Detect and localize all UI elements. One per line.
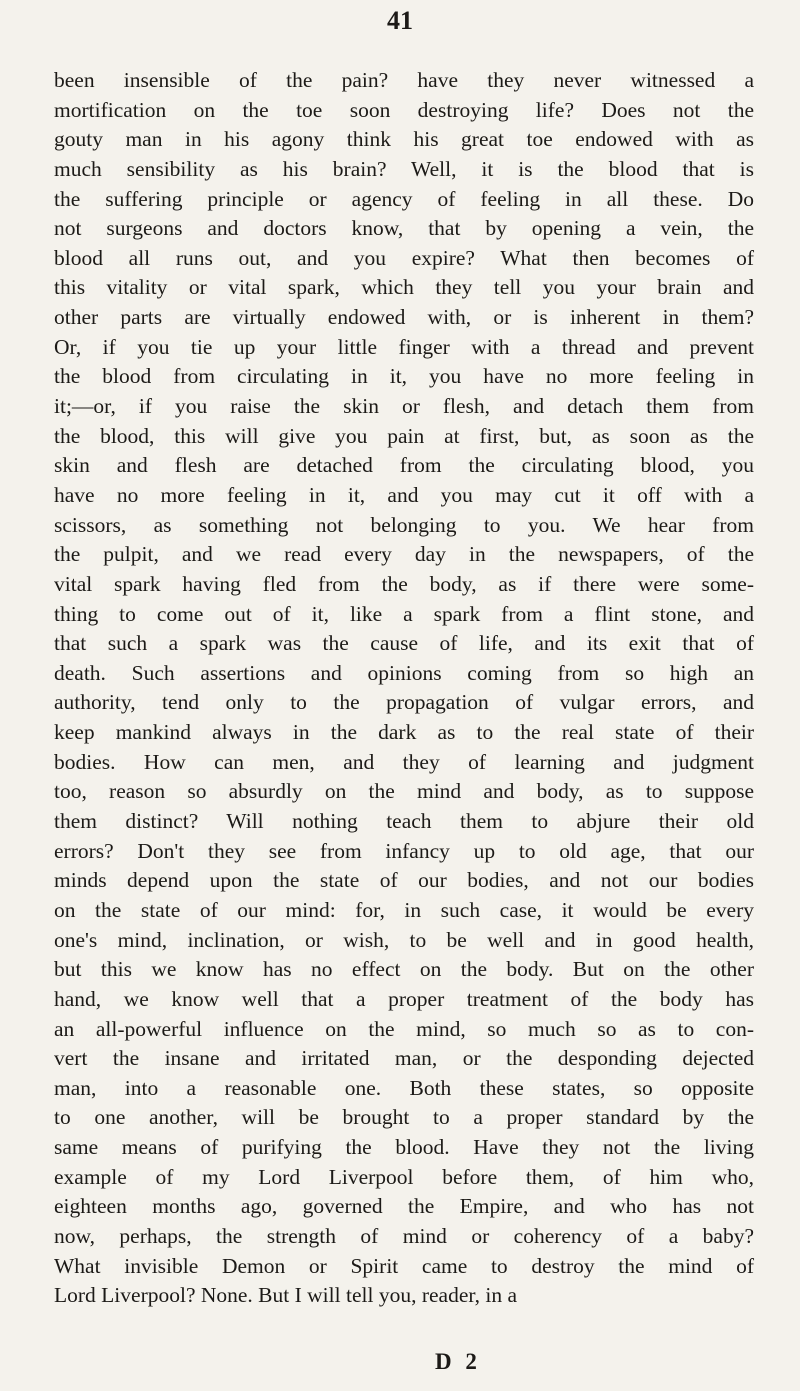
text-line: to one another, will be brought to a proper standard by the	[54, 1105, 754, 1130]
text-line: authority, tend only to the propagation of vulgar errors, and	[54, 690, 754, 715]
text-line: the blood from circulating in it, you have no more feeling in	[54, 364, 754, 389]
text-line: much sensibility as his brain? Well, it is the blood that is	[54, 156, 754, 181]
text-line: have no more feeling in it, and you may cut it off with a	[54, 482, 754, 507]
text-line: the blood, this will give you pain at first, but, as soon as the	[54, 423, 754, 448]
text-line: vital spark having fled from the body, as if there were some-	[54, 571, 754, 596]
body-text	[54, 66, 754, 1311]
text-line: one's mind, inclination, or wish, to be well and in good health,	[54, 927, 754, 952]
text-line: the suffering principle or agency of feeling in all these. Do	[54, 186, 754, 211]
text-line: vert the insane and irritated man, or the desponding dejected	[54, 1046, 754, 1071]
text-line: too, reason so absurdly on the mind and body, as to suppose	[54, 779, 754, 804]
text-line: blood all runs out, and you expire? What then becomes of	[54, 245, 754, 270]
text-line: gouty man in his agony think his great toe endowed with as	[54, 127, 754, 152]
text-line: that such a spark was the cause of life, and its exit that of	[54, 631, 754, 656]
text-line: the pulpit, and we read every day in the newspapers, of the	[54, 542, 754, 567]
text-line: hand, we know well that a proper treatment of the body has	[54, 986, 754, 1011]
text-line: not surgeons and doctors know, that by opening a vein, the	[54, 216, 754, 241]
text-line: been insensible of the pain? have they never witnessed a	[54, 68, 754, 92]
text-line: this vitality or vital spark, which they tell you your brain and	[54, 275, 754, 300]
text-line: an all-powerful influence on the mind, so much so as to con-	[54, 1016, 754, 1041]
text-line: thing to come out of it, like a spark from a flint stone, and	[54, 601, 754, 626]
text-line: same means of purifying the blood. Have they not the living	[54, 1135, 754, 1160]
text-line: keep mankind always in the dark as to the real state of their	[54, 720, 754, 745]
text-line: minds depend upon the state of our bodies, and not our bodies	[54, 868, 754, 893]
text-line: scissors, as something not belonging to you. We hear from	[54, 512, 754, 537]
text-line: errors? Don't they see from infancy up to old age, that our	[54, 838, 754, 863]
text-line: but this we know has no effect on the body. But on the other	[54, 957, 754, 982]
text-line: Or, if you tie up your little finger with a thread and prevent	[54, 334, 754, 359]
text-line: example of my Lord Liverpool before them, of him who,	[54, 1164, 754, 1189]
text-line: death. Such assertions and opinions coming from so high an	[54, 660, 754, 685]
text-line: Lord Liverpool? None. But I will tell you, reader, in a	[54, 1283, 518, 1308]
page-number: 41	[387, 6, 413, 35]
text-line: them distinct? Will nothing teach them to abjure their old	[54, 809, 754, 834]
text-line: mortification on the toe soon destroying life? Does not the	[54, 97, 754, 122]
text-line: now, perhaps, the strength of mind or coherency of a baby?	[54, 1223, 754, 1248]
text-line: on the state of our mind: for, in such case, it would be every	[54, 897, 754, 922]
text-line: it;—or, if you raise the skin or flesh, and detach them from	[54, 394, 754, 419]
text-line: skin and flesh are detached from the circulating blood, you	[54, 453, 754, 478]
text-line: What invisible Demon or Spirit came to destroy the mind of	[54, 1253, 754, 1278]
text-line: man, into a reasonable one. Both these states, so opposite	[54, 1075, 754, 1100]
text-line: bodies. How can men, and they of learning and judgment	[54, 749, 754, 774]
text-line: other parts are virtually endowed with, or is inherent in them?	[54, 305, 754, 330]
signature-mark: D 2	[435, 1349, 481, 1374]
text-line: eighteen months ago, governed the Empire, and who has not	[54, 1194, 754, 1219]
